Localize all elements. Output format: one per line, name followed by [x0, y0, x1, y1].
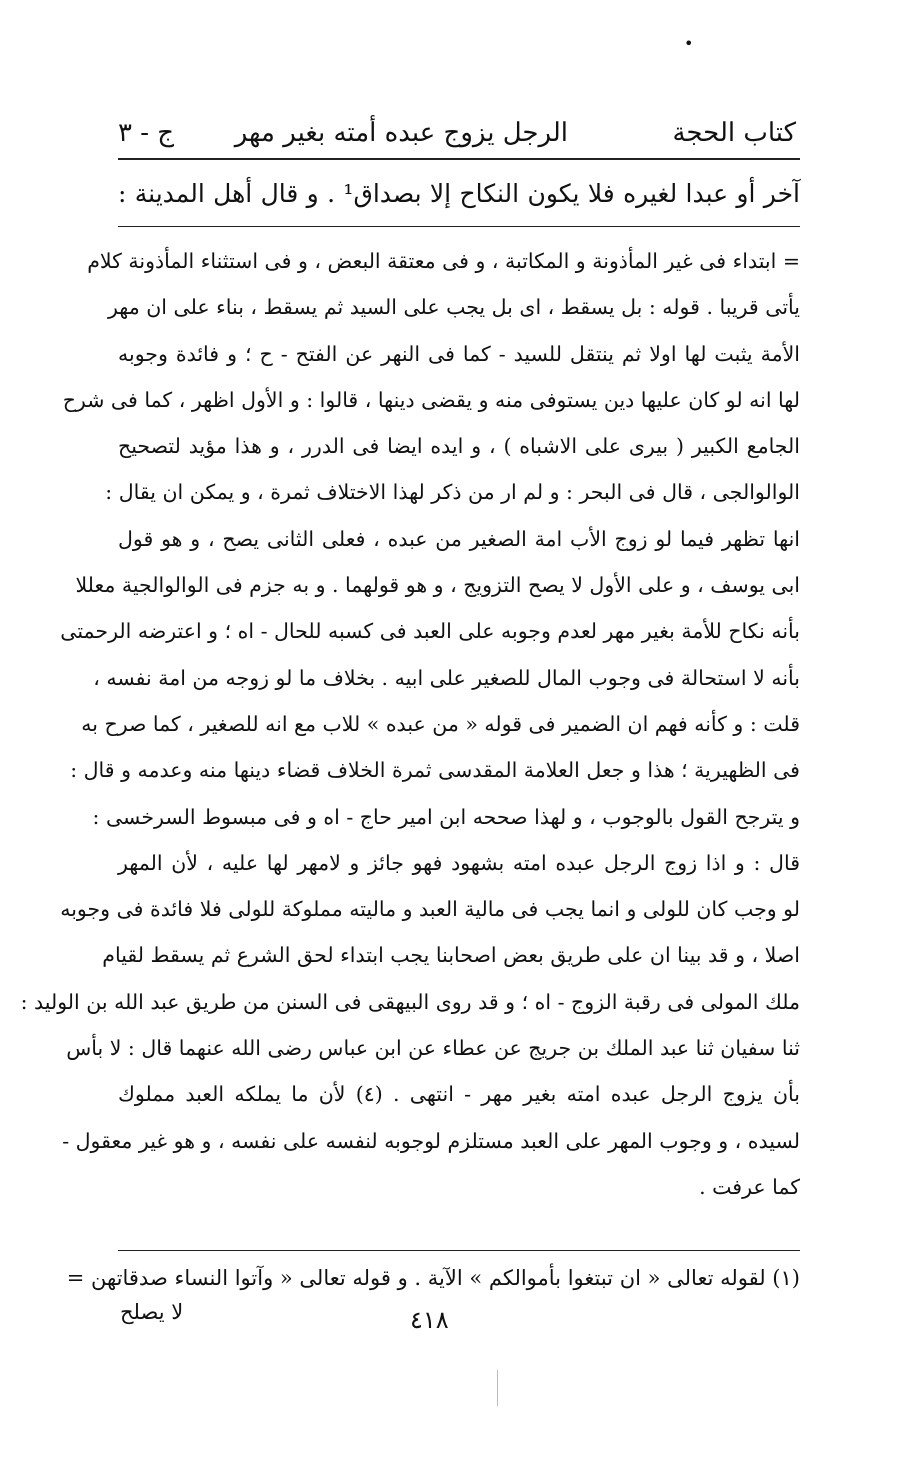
commentary-line: ملك المولى فى رقبة الزوج - اه ؛ و قد روى البيهقى فى السنن من طريق عبد الله بن الوليد :	[20, 989, 800, 1014]
commentary-line: يأتى قريبا . قوله : بل يسقط ، اى بل يجب على السيد ثم يسقط ، بناء على ان مهر	[107, 295, 800, 320]
commentary-line: و يترجح القول بالوجوب ، و لهذا صححه ابن امير حاج - اه و فى مبسوط السرخسى :	[92, 804, 800, 829]
commentary-line: لو وجب كان للولى و انما يجب فى مالية العبد و ماليته مملوكة للولى فلا فائدة فى وجوبه	[60, 897, 800, 922]
scan-mark	[497, 1370, 498, 1406]
header-chapter-title: الرجل يزوج عبده أمته بغير مهر	[234, 118, 568, 148]
catchword: لا يصلح	[120, 1300, 184, 1324]
header-book-title: كتاب الحجة	[672, 118, 796, 148]
running-header	[118, 110, 796, 156]
commentary-line: قلت : و كأنه فهم ان الضمير فى قوله « من عبده » للاب مع انه للصغير ، كما صرح به	[81, 711, 800, 736]
commentary-line: بأنه لا استحالة فى وجوب المال للصغير على ابيه . بخلاف ما لو زوجه من امة نفسه ،	[93, 665, 800, 690]
page-number: ٤١٨	[410, 1306, 449, 1334]
commentary-line: بأن يزوج الرجل عبده امته بغير مهر - انتهى . (٤) لأن ما يملكه العبد مملوك	[118, 1082, 800, 1107]
commentary-line: بأنه نكاح للأمة بغير مهر لعدم وجوبه على العبد فى كسبه للحال - اه ؛ و اعترضه الرحمتى	[60, 619, 800, 644]
commentary-line: كما عرفت .	[699, 1174, 800, 1199]
commentary-line: لسيده ، و وجوب المهر على العبد مستلزم لوجوبه لنفسه على نفسه ، و هو غير معقول -	[62, 1128, 800, 1153]
commentary-line: لها انه لو كان عليها دين يستوفى منه و يقضى دينها ، قالوا : و الأول اظهر ، كما فى شرح	[62, 387, 800, 412]
commentary-line: قال : و اذا زوج الرجل عبده امته بشهود فهو جائز و لامهر لها عليه ، لأن المهر	[118, 850, 800, 875]
commentary-line: ثنا سفيان ثنا عبد الملك بن جريج عن عطاء عن ابن عباس رضى الله عنهما قال : لا بأس	[66, 1036, 800, 1061]
commentary-line: الأمة يثبت لها اولا ثم ينتقل للسيد - كما فى النهر عن الفتح - ح ؛ و فائدة وجوبه	[118, 341, 800, 366]
header-rule	[118, 158, 800, 160]
commentary-line: الجامع الكبير ( بيرى على الاشباه ) ، و ايده ايضا فى الدرر ، و هذا مؤيد لتصحيح	[118, 434, 800, 459]
commentary-block	[20, 238, 800, 1210]
commentary-line: اصلا ، و قد بينا ان على طريق بعض اصحابنا يجب ابتداء لحق الشرع ثم يسقط لقيام	[102, 943, 800, 968]
commentary-line: انها تظهر فيما لو زوج الأب امة الصغير من عبده ، فعلى الثانى يصح ، و هو قول	[118, 526, 800, 551]
commentary-line: الوالوالجى ، قال فى البحر : و لم ار من ذكر لهذا الاختلاف ثمرة ، و يمكن ان يقال :	[105, 480, 800, 505]
footnote-rule	[118, 1250, 800, 1251]
header-volume: ج - ٣	[118, 118, 175, 148]
commentary-rule	[118, 226, 800, 227]
footnote: (١) لقوله تعالى « ان تبتغوا بأموالكم » الآية . و قوله تعالى « وآتوا النساء صدقاتهن =	[66, 1266, 800, 1290]
print-mark: •	[684, 34, 694, 53]
commentary-line: = ابتداء فى غير المأذونة و المكاتبة ، و فى معتقة البعض ، و فى استثناء المأذونة كلام	[87, 249, 800, 273]
main-text-line: آخر أو عبدا لغيره فلا يكون النكاح إلا بصداق¹ . و قال أهل المدينة :	[118, 179, 800, 208]
commentary-line: فى الظهيرية ؛ هذا و جعل العلامة المقدسى ثمرة الخلاف قضاء دينها منه وعدمه و قال :	[70, 758, 800, 783]
commentary-line: ابى يوسف ، و على الأول لا يصح التزويج ، و هو قولهما . و به جزم فى الوالوالجية معللا	[75, 573, 800, 598]
